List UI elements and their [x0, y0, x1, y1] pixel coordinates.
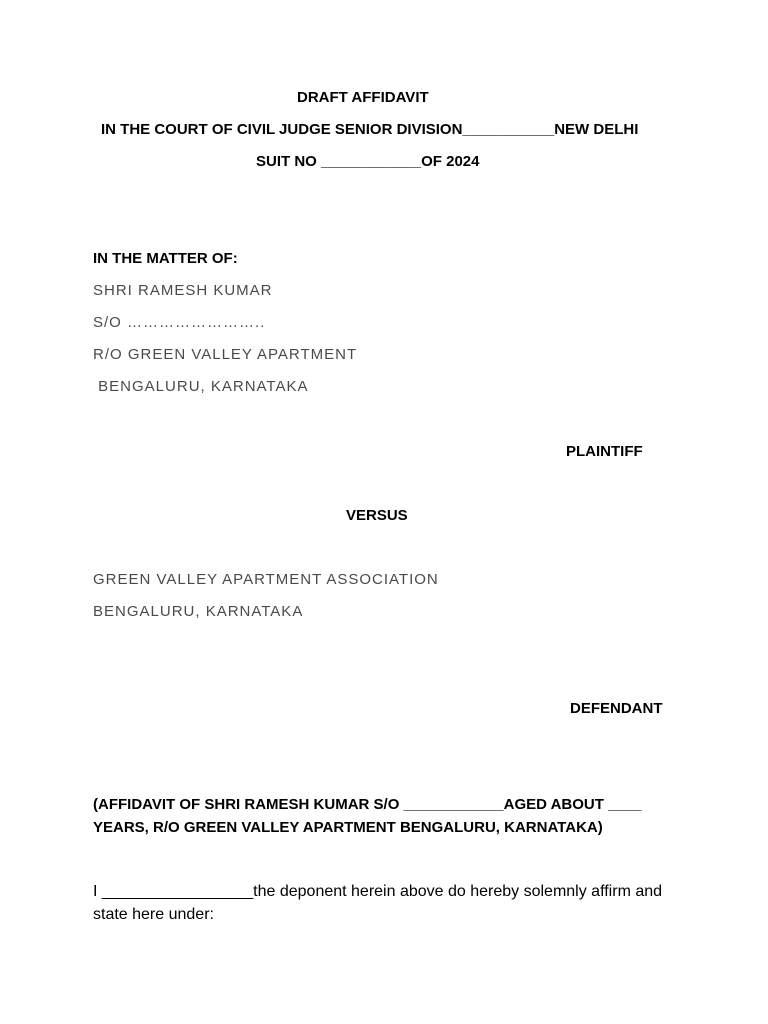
defendant-city: BENGALURU, KARNATAKA [93, 603, 304, 620]
statement-line1: I _________________the deponent herein above do hereby solemnly affirm and [93, 883, 663, 900]
suit-number: SUIT NO ____________OF 2024 [256, 153, 480, 170]
matter-label: IN THE MATTER OF: [93, 250, 238, 267]
document-title: DRAFT AFFIDAVIT [297, 89, 429, 106]
affidavit-of-line1: (AFFIDAVIT OF SHRI RAMESH KUMAR S/O ____________AGED ABOUT ____ [93, 796, 642, 813]
plaintiff-name: SHRI RAMESH KUMAR [93, 282, 273, 299]
versus-label: VERSUS [346, 507, 408, 524]
statement-line2: state here under: [93, 906, 214, 923]
plaintiff-residence: R/O GREEN VALLEY APARTMENT [93, 346, 358, 363]
defendant-name: GREEN VALLEY APARTMENT ASSOCIATION [93, 571, 439, 588]
court-heading: IN THE COURT OF CIVIL JUDGE SENIOR DIVISION___________NEW DELHI [101, 121, 639, 138]
plaintiff-city: BENGALURU, KARNATAKA [93, 378, 309, 395]
plaintiff-son-of: S/O …………………….. [93, 314, 266, 331]
defendant-role: DEFENDANT [570, 700, 663, 717]
affidavit-of-line2: YEARS, R/O GREEN VALLEY APARTMENT BENGALURU, KARNATAKA) [93, 819, 603, 836]
plaintiff-role: PLAINTIFF [566, 443, 643, 460]
